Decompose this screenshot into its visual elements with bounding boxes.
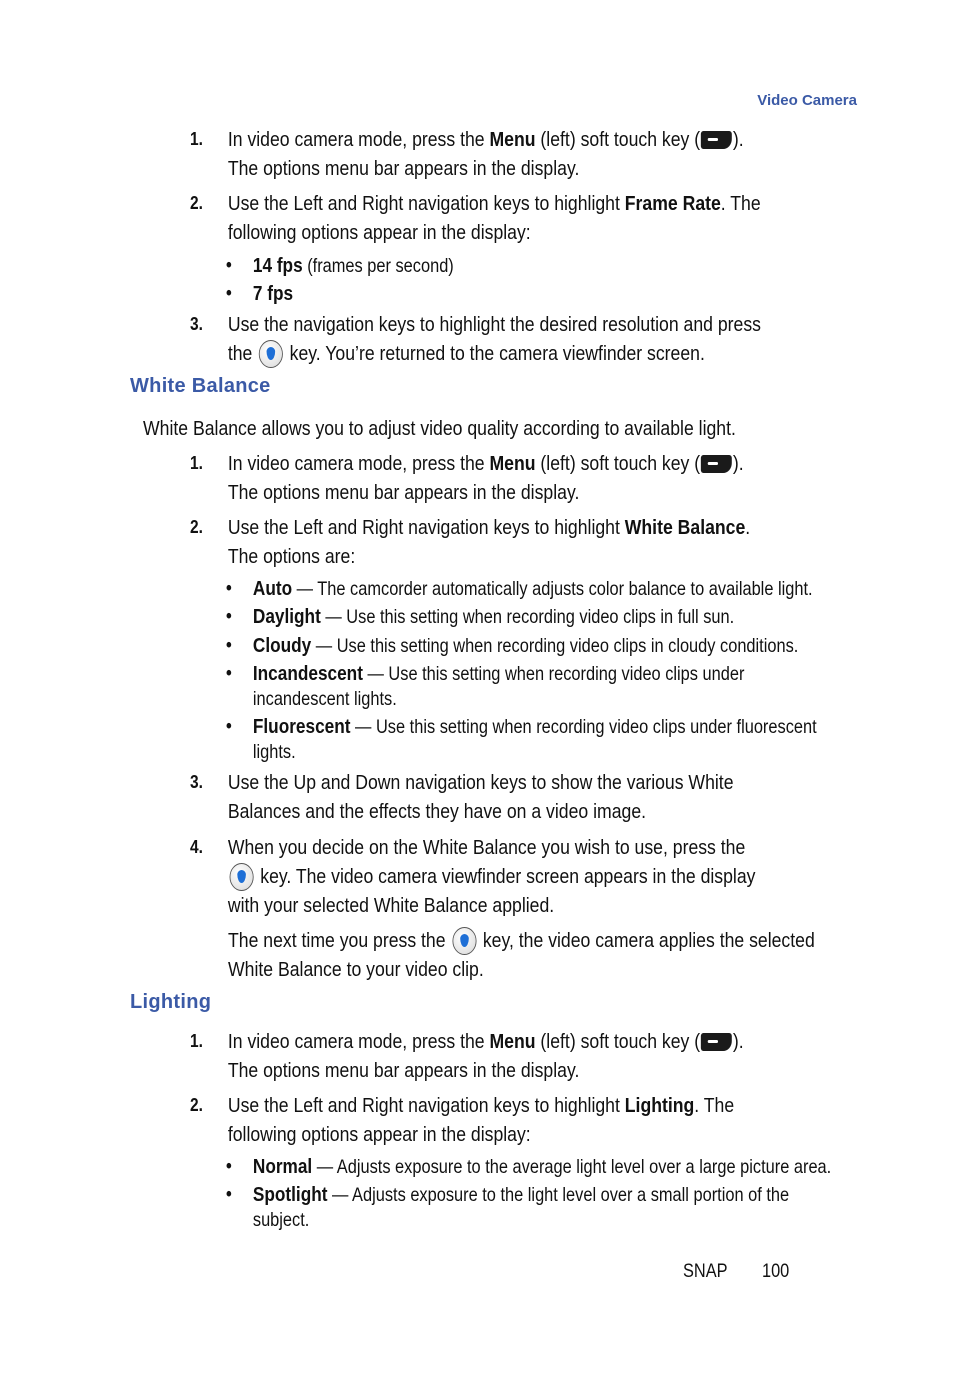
menu-key-label: Menu [489, 1030, 536, 1053]
left-soft-key-icon [701, 455, 732, 473]
step-number: 1. [190, 1031, 203, 1051]
option-desc: (frames per second) [302, 255, 454, 277]
bullet: • [226, 634, 232, 656]
option-term: Spotlight [252, 1183, 328, 1206]
white-balance-step-2 [190, 513, 775, 571]
menu-key-label: Menu [489, 452, 536, 475]
page-number: 100 [762, 1261, 790, 1282]
step-text: Use the Up and Down navigation keys to show the various White Balances and the effects they have on a video image. [227, 771, 734, 823]
list-item [226, 281, 848, 307]
step-text: Use the Left and Right navigation keys to highlight [227, 516, 625, 539]
step-number: 1. [190, 453, 203, 473]
note-text: key, the video camera applies the selected White Balance to your video clip. [228, 929, 815, 981]
white-balance-step-3 [190, 768, 775, 826]
option-desc: — Use this setting when recording video clips under fluorescent lights. [252, 716, 817, 763]
section-heading-lighting: Lighting [130, 991, 212, 1013]
list-item [226, 253, 848, 279]
step-text: key. You’re returned to the camera viewfinder screen. [284, 342, 705, 365]
list-item [226, 1182, 822, 1233]
step-number: 1. [190, 129, 203, 149]
option-name: White Balance [624, 516, 746, 539]
step-text: In video camera mode, press the [227, 128, 490, 151]
frame-rate-step-3 [190, 310, 775, 368]
step-text: . The following options appear in the display: [227, 1094, 735, 1146]
option-term: Cloudy [252, 634, 312, 657]
option-desc: — The camcorder automatically adjusts color balance to available light. [292, 578, 813, 600]
white-balance-step-4 [190, 833, 775, 920]
white-balance-note [228, 926, 847, 984]
option-name: Frame Rate [624, 192, 721, 215]
step-text: In video camera mode, press the [227, 452, 490, 475]
option-term: 7 fps [252, 282, 294, 305]
ok-key-icon [230, 863, 254, 891]
step-text: . The options are: [227, 516, 751, 568]
option-term: Fluorescent [252, 715, 351, 738]
option-desc: — Use this setting when recording video clips under incandescent lights. [252, 663, 745, 710]
step-text: . The following options appear in the display: [227, 192, 761, 244]
step-number: 2. [190, 517, 203, 537]
step-number: 2. [190, 1095, 203, 1115]
list-item [226, 714, 848, 765]
section-heading-white-balance: White Balance [130, 375, 271, 397]
list-item [226, 1154, 848, 1180]
running-header: Video Camera [757, 92, 857, 109]
bullet: • [226, 605, 232, 627]
section-intro: White Balance allows you to adjust video quality according to available light. [143, 417, 736, 440]
bullet: • [226, 577, 232, 599]
bullet: • [226, 715, 232, 737]
ok-key-icon [452, 927, 476, 955]
step-number: 4. [190, 837, 203, 857]
left-soft-key-icon [701, 131, 732, 149]
step-text: (left) soft touch key ( [535, 452, 701, 475]
bullet: • [226, 282, 232, 304]
step-text: (left) soft touch key ( [535, 1030, 701, 1053]
option-desc: — Use this setting when recording video clips in full sun. [320, 606, 735, 628]
white-balance-step-1 [190, 449, 775, 507]
step-number: 2. [190, 193, 203, 213]
step-text: ). The options menu bar appears in the display. [227, 128, 744, 180]
option-term: 14 fps [252, 254, 303, 277]
step-text: Use the navigation keys to highlight the desired resolution and press the [227, 313, 761, 365]
list-item [226, 633, 848, 659]
option-term: Normal [252, 1155, 313, 1178]
list-item [226, 661, 806, 712]
frame-rate-step-2 [190, 189, 775, 247]
step-number: 3. [190, 314, 203, 334]
lighting-step-1 [190, 1027, 775, 1085]
bullet: • [226, 254, 232, 276]
option-term: Daylight [252, 605, 321, 628]
step-text: ). The options menu bar appears in the display. [227, 1030, 744, 1082]
option-desc: — Adjusts exposure to the average light level over a large picture area. [312, 1156, 832, 1178]
list-item [226, 604, 848, 630]
step-text: (left) soft touch key ( [535, 128, 701, 151]
step-text: In video camera mode, press the [227, 1030, 490, 1053]
note-text: The next time you press the [228, 929, 451, 952]
frame-rate-step-1 [190, 125, 775, 183]
bullet: • [226, 1155, 232, 1177]
option-name: Lighting [624, 1094, 695, 1117]
option-term: Incandescent [252, 662, 363, 685]
option-desc: — Use this setting when recording video clips in cloudy conditions. [311, 635, 799, 657]
ok-key-icon [259, 340, 283, 368]
step-text: When you decide on the White Balance you wish to use, press the [227, 836, 746, 859]
left-soft-key-icon [701, 1033, 732, 1051]
step-text: Use the Left and Right navigation keys to highlight [227, 192, 625, 215]
option-term: Auto [252, 577, 293, 600]
step-number: 3. [190, 772, 203, 792]
step-text: Use the Left and Right navigation keys to highlight [227, 1094, 625, 1117]
menu-key-label: Menu [489, 128, 536, 151]
step-text: key. The video camera viewfinder screen appears in the display with your selected White Balance applied. [227, 865, 756, 917]
list-item [226, 576, 848, 602]
footer-label: SNAP [683, 1261, 728, 1282]
bullet: • [226, 662, 232, 684]
bullet: • [226, 1183, 232, 1205]
option-desc: — Adjusts exposure to the light level over a small portion of the subject. [252, 1184, 790, 1231]
lighting-step-2 [190, 1091, 775, 1149]
step-text: ). The options menu bar appears in the display. [227, 452, 744, 504]
